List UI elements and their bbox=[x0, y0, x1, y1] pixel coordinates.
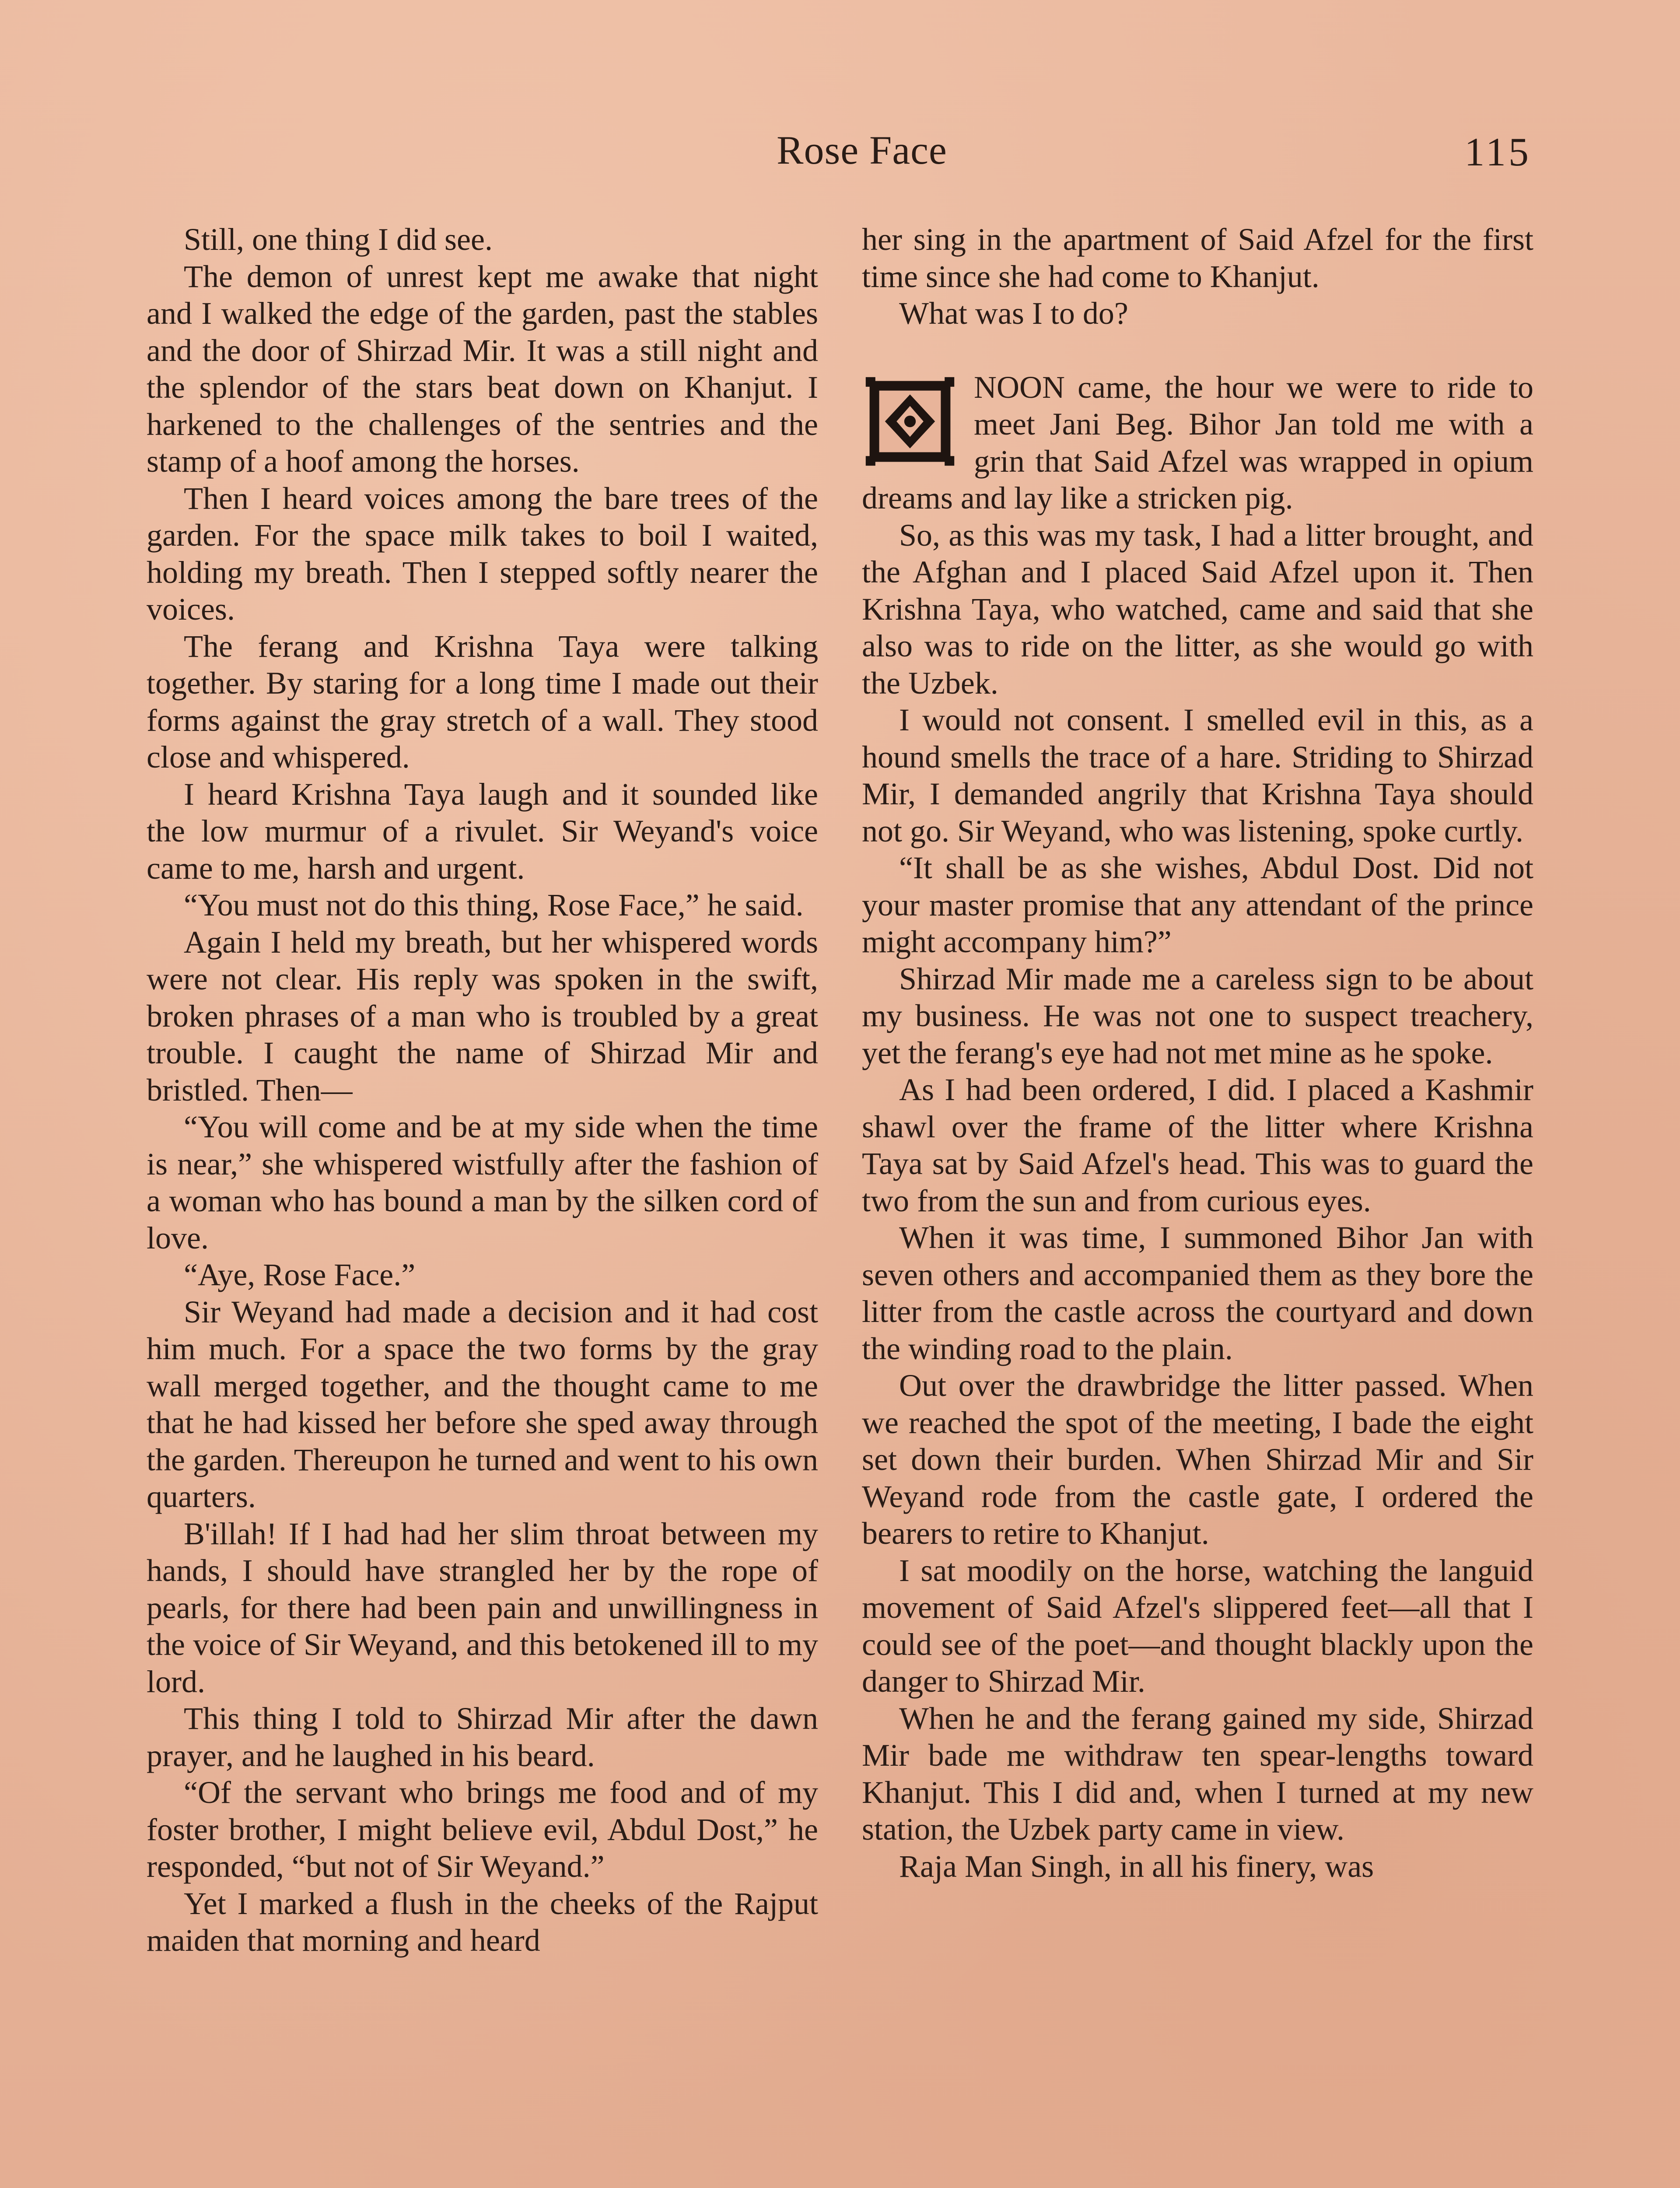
paragraph: I would not consent. I smelled evil in this, as a hound smells the trace of a hare. Striding to Shirzad Mir, I demanded angrily that Krishna Taya should not go. Sir Weyand, who was listening, spoke curtly. bbox=[862, 702, 1533, 849]
paragraph: This thing I told to Shirzad Mir after the dawn prayer, and he laughed in his beard. bbox=[147, 1701, 818, 1773]
paragraph: When he and the ferang gained my side, Shirzad Mir bade me withdraw ten spear-lengths toward Khanjut. This I did and, when I turned at my new station, the Uzbek party came in view. bbox=[862, 1701, 1533, 1847]
paragraph: The demon of unrest kept me awake that night and I walked the edge of the garden, past the stables and the door of Shirzad Mir. It was a still night and the splendor of the stars beat down on Khanjut. I harkened to the challenges of the sentries and the stamp of a hoof among the horses. bbox=[147, 259, 818, 479]
paragraph: Then I heard voices among the bare trees of the garden. For the space milk takes to boil I waited, holding my breath. Then I stepped softly nearer the voices. bbox=[147, 480, 818, 627]
paragraph: “Of the servant who brings me food and of my foster brother, I might believe evil, Abdul Dost,” he responded, “but not of Sir Weyand.” bbox=[147, 1775, 818, 1884]
right-column bbox=[862, 221, 1533, 1885]
dropcap-paragraph bbox=[862, 369, 1533, 517]
left-column bbox=[147, 221, 818, 1959]
paragraph: Yet I marked a flush in the cheeks of the Rajput maiden that morning and heard bbox=[147, 1886, 818, 1958]
paragraph: “Aye, Rose Face.” bbox=[184, 1257, 416, 1292]
paragraph: Raja Man Singh, in all his finery, was bbox=[899, 1848, 1374, 1884]
paragraph: Shirzad Mir made me a careless sign to be about my business. He was not one to suspect treachery, yet the ferang's eye had not met mine as he spoke. bbox=[862, 961, 1533, 1070]
paragraph: As I had been ordered, I did. I placed a Kashmir shawl over the frame of the litter where Krishna Taya sat by Said Afzel's head. This was to guard the two from the sun and from curious eyes. bbox=[862, 1072, 1533, 1218]
paragraph: NOON came, the hour we were to ride to meet Jani Beg. Bihor Jan told me with a grin that Said Afzel was wrapped in opium dreams and lay like a stricken pig. bbox=[862, 369, 1533, 515]
paragraph: “You will come and be at my side when the time is near,” she whispered wistfully after the fashion of a woman who has bound a man by the silken cord of love. bbox=[147, 1109, 818, 1255]
page-header bbox=[0, 127, 1680, 188]
running-title: Rose Face bbox=[777, 128, 947, 172]
paragraph: So, as this was my task, I had a litter brought, and the Afghan and I placed Said Afzel upon it. Then Krishna Taya, who watched, came and said that she also was to ride on the litter, as she would go with the Uzbek. bbox=[862, 517, 1533, 701]
paragraph: Sir Weyand had made a decision and it had cost him much. For a space the two forms by the gray wall merged together, and the thought came to me that he had kissed her before she sped away through the garden. Thereupon he turned and went to his own quarters. bbox=[147, 1294, 818, 1514]
paragraph: “You must not do this thing, Rose Face,” he said. bbox=[184, 887, 804, 922]
paragraph: I heard Krishna Taya laugh and it sounded like the low murmur of a rivulet. Sir Weyand's voice came to me, harsh and urgent. bbox=[147, 776, 818, 886]
paragraph: The ferang and Krishna Taya were talking together. By staring for a long time I made out their forms against the gray stretch of a wall. They stood close and whispered. bbox=[147, 628, 818, 775]
paragraph: When it was time, I summoned Bihor Jan with seven others and accompanied them as they bore the litter from the castle across the courtyard and down the winding road to the plain. bbox=[862, 1220, 1533, 1366]
paragraph: “It shall be as she wishes, Abdul Dost. Did not your master promise that any attendant of the prince might accompany him?” bbox=[862, 850, 1533, 959]
paragraph: Again I held my breath, but her whispered words were not clear. His reply was spoken in the swift, broken phrases of a man who is troubled by a great trouble. I caught the name of Shirzad Mir and bristled. Then— bbox=[147, 924, 818, 1108]
paragraph: What was I to do? bbox=[899, 296, 1128, 331]
paragraph: I sat moodily on the horse, watching the languid movement of Said Afzel's slippered feet—all that I could see of the poet—and thought blackly upon the danger to Shirzad Mir. bbox=[862, 1553, 1533, 1699]
paragraph: Still, one thing I did see. bbox=[184, 222, 493, 257]
paragraph: her sing in the apartment of Said Afzel for the first time since she had come to Khanjut. bbox=[862, 222, 1533, 294]
paragraph: B'illah! If I had had her slim throat between my hands, I should have strangled her by the rope of pearls, for there had been pain and unwillingness in the voice of Sir Weyand, and this betokened ill to my lord. bbox=[147, 1516, 818, 1699]
paragraph: Out over the drawbridge the litter passed. When we reached the spot of the meeting, I bade the eight set down their burden. When Shirzad Mir and Sir Weyand rode from the castle gate, I ordered the bearers to retire to Khanjut. bbox=[862, 1368, 1533, 1551]
ornamental-dropcap-icon bbox=[862, 373, 958, 470]
page-number: 115 bbox=[1464, 130, 1531, 174]
